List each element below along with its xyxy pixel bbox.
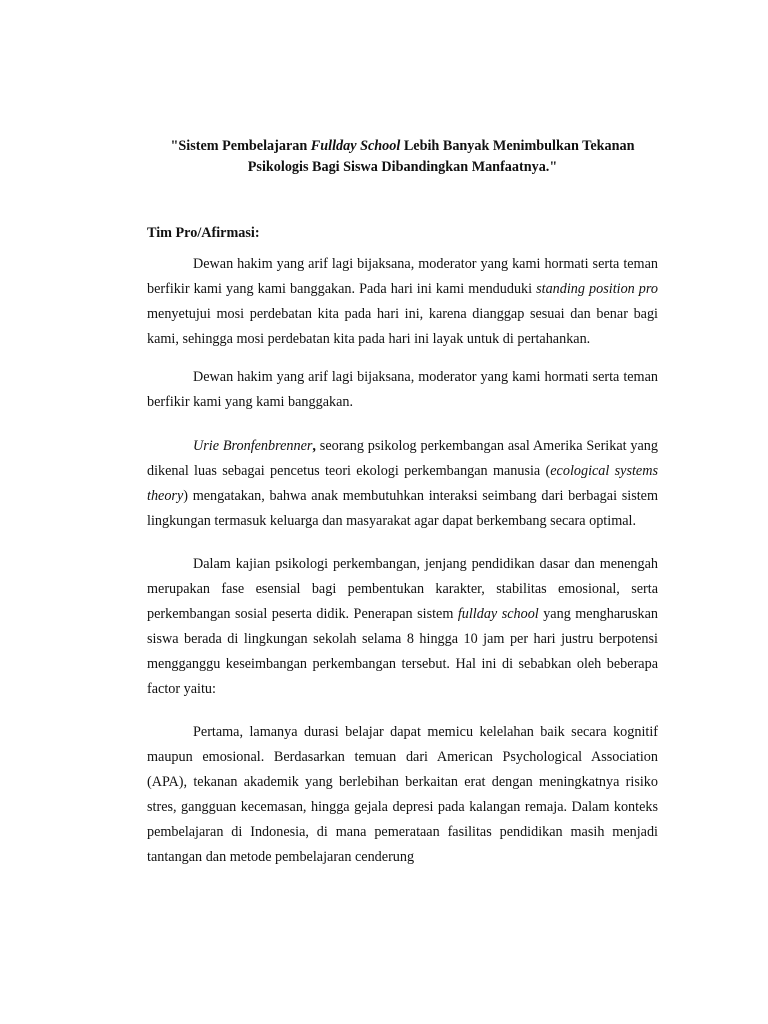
p4-text-a: Dalam kajian psikologi perkembangan, jenjang pendidikan dasar dan menengah merupakan fase esensial bagi pembentukan karakter, stabilitas emosional, serta perkembangan sosial peserta didik. Penerapan sistem — [147, 556, 658, 622]
p3-text-e: ) mengatakan, bahwa anak membutuhkan interaksi seimbang dari berbagai sistem lingkungan termasuk keluarga dan masyarakat agar dapat berkembang secara optimal. — [147, 488, 658, 529]
title-italic: Fullday School — [310, 138, 401, 154]
paragraph-1 — [147, 252, 658, 352]
section-heading: Tim Pro/Afirmasi: — [147, 225, 260, 241]
p1-text-a: Dewan hakim yang arif lagi bijaksana, moderator yang kami hormati serta teman berfikir kami yang kami banggakan. Pada hari ini kami menduduki — [147, 256, 658, 297]
title-line-2: Psikologis Bagi Siswa Dibandingkan Manfaatnya." — [247, 159, 558, 175]
p1-text-c: menyetujui mosi perdebatan kita pada hari ini, karena dianggap sesuai dan benar bagi kami, sehingga mosi perdebatan kita pada hari ini layak untuk di pertahankan. — [147, 306, 658, 347]
paragraph-3 — [147, 434, 658, 534]
p3-italic-name: Urie Bronfenbrenner — [193, 438, 313, 454]
p4-text-c: yang mengharuskan siswa berada di lingkungan sekolah selama 8 hingga 10 jam per hari justru berpotensi mengganggu keseimbangan perkembangan tersebut. Hal ini di sebabkan oleh beberapa factor yaitu: — [147, 606, 658, 697]
p3-text-c: seorang psikolog perkembangan asal Amerika Serikat yang dikenal luas sebagai pencetus teori ekologi perkembangan manusia ( — [147, 438, 658, 479]
p3-bold-comma: , — [312, 438, 316, 454]
p1-italic: standing position pro — [536, 281, 658, 297]
paragraph-5: Pertama, lamanya durasi belajar dapat memicu kelelahan baik secara kognitif maupun emosional. Berdasarkan temuan dari American Psychological Association (APA), tekanan akademik yang berlebihan berkaitan erat dengan meningkatnya risiko stres, gangguan kecemasan, hingga gejala depresi pada kalangan remaja. Dalam konteks pembelajaran di Indonesia, di mana pemerataan fasilitas pendidikan masih menjadi tantangan dan metode pembelajaran cenderung — [147, 724, 658, 865]
document-title — [147, 136, 658, 178]
paragraph-4 — [147, 552, 658, 702]
p4-italic: fullday school — [457, 606, 539, 622]
title-part-1: "Sistem Pembelajaran — [170, 138, 311, 154]
title-part-2: Lebih Banyak Menimbulkan Tekanan — [400, 138, 635, 154]
document-page — [147, 136, 658, 870]
p3-italic-theory: ecological systems theory — [147, 463, 658, 504]
paragraph-2: Dewan hakim yang arif lagi bijaksana, moderator yang kami hormati serta teman berfikir kami yang kami banggakan. — [147, 369, 658, 410]
